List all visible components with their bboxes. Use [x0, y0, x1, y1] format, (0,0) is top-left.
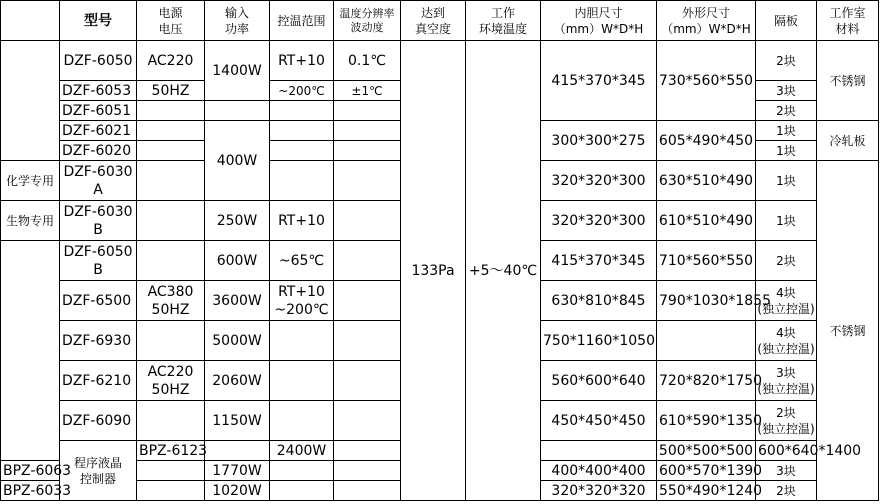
resolution-cell [334, 201, 401, 241]
voltage-cell: AC220 50HZ [137, 361, 205, 401]
voltage-cell [137, 481, 205, 501]
model-cell: DZF-6021 [60, 121, 137, 141]
voltage-cell [137, 101, 205, 121]
inner-size-header: 内胆尺寸 （mm）W*D*H [541, 1, 657, 41]
resolution-cell [334, 321, 401, 361]
category-cell [1, 41, 60, 161]
voltage-cell: 50HZ [137, 81, 205, 101]
model-cell: DZF-6050 [60, 41, 137, 81]
power-cell: 400W [205, 121, 270, 201]
voltage-cell [137, 141, 205, 161]
shelves-cell: 3块 (独立控温) [756, 361, 817, 401]
resolution-cell [334, 101, 401, 121]
temp-range-cell [270, 101, 334, 121]
material-cell: 冷轧板 [817, 121, 879, 161]
temp-range-cell [270, 361, 334, 401]
inner-size-cell: 630*810*845 [541, 281, 657, 321]
temp-range-header: 控温范围 [270, 1, 334, 41]
voltage-cell [137, 201, 205, 241]
model-cell: DZF-6051 [60, 101, 137, 121]
shelves-cell: 2块 [756, 101, 817, 121]
resolution-cell [334, 241, 401, 281]
voltage-cell: AC380 50HZ [137, 281, 205, 321]
shelves-cell: 3块 [756, 81, 817, 101]
voltage-cell [205, 441, 270, 461]
outer-size-cell: 600*570*1390 [657, 461, 756, 481]
resolution-cell [334, 401, 401, 441]
temp-range-cell [270, 401, 334, 441]
model-cell: DZF-6500 [60, 281, 137, 321]
category-cell: 生物专用 [1, 201, 60, 241]
voltage-cell [137, 161, 205, 201]
resolution-cell [334, 361, 401, 401]
shelves-cell: 1块 [756, 141, 817, 161]
inner-size-cell: 415*370*345 [541, 241, 657, 281]
vacuum-header: 达到 真空度 [401, 1, 466, 41]
voltage-cell [137, 321, 205, 361]
model-cell: DZF-6210 [60, 361, 137, 401]
power-cell: 2400W [270, 441, 334, 461]
vacuum-cell: 133Pa [401, 41, 466, 501]
table-row [1, 41, 879, 81]
shelves-cell: 2块 [756, 481, 817, 501]
temp-range-cell: ~200℃ [270, 81, 334, 101]
outer-size-cell: 630*510*490 [657, 161, 756, 201]
inner-size-cell: 300*300*275 [541, 121, 657, 161]
temp-range-cell: RT+10 ~200℃ [270, 281, 334, 321]
temp-range-cell [270, 161, 334, 201]
power-cell: 1020W [205, 481, 270, 501]
inner-size-cell: 415*370*345 [541, 41, 657, 121]
power-cell: 600W [205, 241, 270, 281]
power-supply-header: 电源 电压 [137, 1, 205, 41]
model-cell: DZF-6930 [60, 321, 137, 361]
temp-range-cell: RT+10 [270, 41, 334, 81]
outer-size-cell: 790*1030*1855 [657, 281, 756, 321]
resolution-cell [334, 481, 401, 501]
outer-size-cell: 730*560*550 [657, 41, 756, 121]
inner-size-cell: 320*320*300 [541, 201, 657, 241]
temp-range-cell: RT+10 [270, 201, 334, 241]
inner-size-cell: 400*400*400 [541, 461, 657, 481]
model-cell: DZF-6050B [60, 241, 137, 281]
shelves-cell: 1块 [756, 201, 817, 241]
power-cell: 3600W [205, 281, 270, 321]
outer-size-cell: 605*490*450 [657, 121, 756, 161]
outer-size-cell: 720*820*1750 [657, 361, 756, 401]
voltage-cell [137, 241, 205, 281]
temp-range-cell [270, 141, 334, 161]
material-cell: 不锈钢 [817, 161, 879, 501]
inner-size-cell: 450*450*450 [541, 401, 657, 441]
inner-size-cell: 320*320*320 [541, 481, 657, 501]
temp-range-cell [270, 481, 334, 501]
model-header: 型号 [60, 1, 137, 41]
category-header [1, 1, 60, 41]
temp-range-cell [334, 441, 401, 461]
outer-size-cell: 600*640*1400 [756, 441, 817, 461]
shelves-cell: 2块 [756, 241, 817, 281]
outer-size-header: 外形尺寸 （mm）W*D*H [657, 1, 756, 41]
category-cell: 化学专用 [1, 161, 60, 201]
inner-size-cell: 320*320*300 [541, 161, 657, 201]
outer-size-cell: 550*490*1240 [657, 481, 756, 501]
resolution-cell [334, 461, 401, 481]
temp-resolution-header: 温度分辨率 波动度 [334, 1, 401, 41]
temp-range-cell [270, 321, 334, 361]
temp-range-cell [270, 121, 334, 141]
power-cell: 5000W [205, 321, 270, 361]
model-cell: BPZ-6063 [1, 461, 60, 481]
shelves-cell: 4块 (独立控温) [756, 281, 817, 321]
temp-range-cell: ~65℃ [270, 241, 334, 281]
voltage-cell [137, 461, 205, 481]
material-header: 工作室 材料 [817, 1, 879, 41]
shelves-cell: 2块 [756, 41, 817, 81]
inner-size-cell: 560*600*640 [541, 361, 657, 401]
voltage-cell [137, 401, 205, 441]
model-cell: DZF-6053 [60, 81, 137, 101]
voltage-cell [137, 121, 205, 141]
power-cell: 1400W [205, 41, 270, 101]
inner-size-cell: 500*500*500 [657, 441, 756, 461]
voltage-cell: AC220 [137, 41, 205, 81]
power-cell: 2060W [205, 361, 270, 401]
resolution-cell: 0.1℃ [334, 41, 401, 81]
outer-size-cell: 710*560*550 [657, 241, 756, 281]
input-power-header: 输入 功率 [205, 1, 270, 41]
shelves-cell: 4块 (独立控温) [756, 321, 817, 361]
inner-size-cell: 750*1160*1050 [541, 321, 657, 361]
ambient-cell: +5～40℃ [466, 41, 541, 501]
model-cell: DZF-6030B [60, 201, 137, 241]
resolution-cell [541, 441, 657, 461]
outer-size-cell: 610*590*1350 [657, 401, 756, 441]
model-cell: DZF-6030A [60, 161, 137, 201]
category-cell [1, 241, 60, 461]
model-cell: DZF-6020 [60, 141, 137, 161]
shelves-cell: 3块 [756, 461, 817, 481]
power-cell: 1770W [205, 461, 270, 481]
power-cell: 1150W [205, 401, 270, 441]
resolution-cell [334, 281, 401, 321]
resolution-cell [334, 141, 401, 161]
ambient-header: 工作 环境温度 [466, 1, 541, 41]
resolution-cell [334, 161, 401, 201]
category-cell: 程序液晶 控制器 [60, 441, 137, 501]
power-cell [205, 101, 270, 121]
material-cell: 不锈钢 [817, 41, 879, 121]
table-header-row [1, 1, 879, 41]
shelves-cell: 2块 (独立控温) [756, 401, 817, 441]
resolution-cell: ±1℃ [334, 81, 401, 101]
shelves-cell: 1块 [756, 121, 817, 141]
resolution-cell [334, 121, 401, 141]
model-cell: BPZ-6123 [137, 441, 205, 461]
shelves-cell: 1块 [756, 161, 817, 201]
power-cell: 250W [205, 201, 270, 241]
outer-size-cell: 610*510*490 [657, 201, 756, 241]
model-cell: DZF-6090 [60, 401, 137, 441]
model-cell: BPZ-6033 [1, 481, 60, 501]
shelves-header: 隔板 [756, 1, 817, 41]
temp-range-cell [270, 461, 334, 481]
outer-size-cell [657, 321, 756, 361]
